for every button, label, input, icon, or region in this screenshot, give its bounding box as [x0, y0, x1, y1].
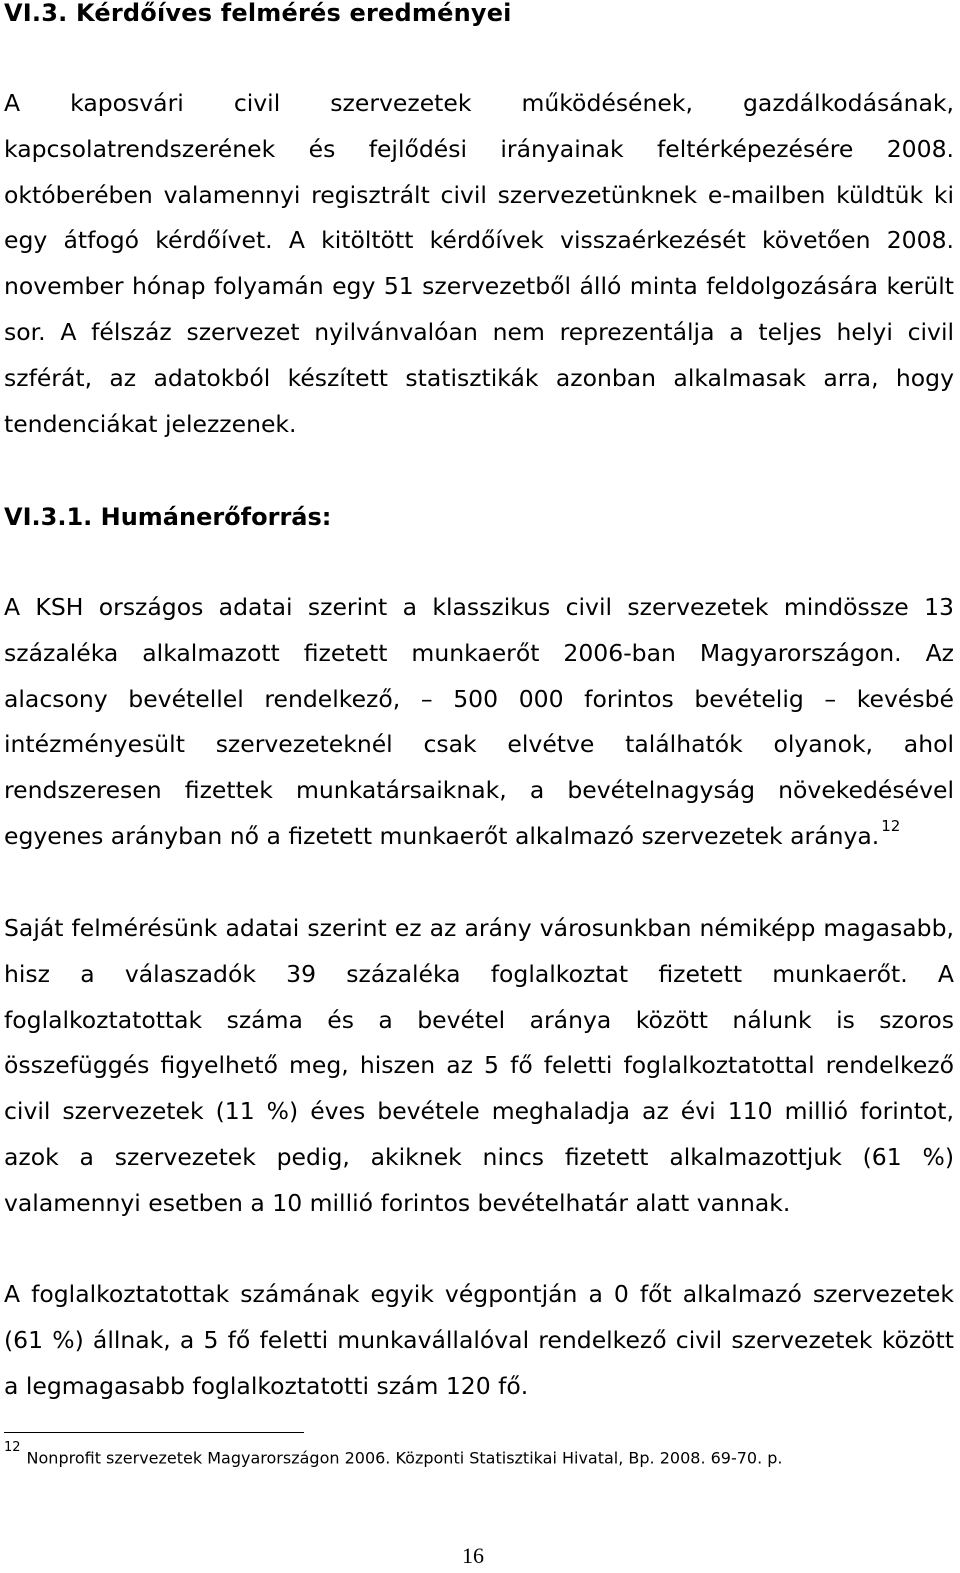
document-page [4, 0, 954, 1468]
footnote-reference[interactable]: 12 [881, 817, 901, 836]
footnote-number: 12 [4, 1440, 21, 1455]
footnote [4, 1440, 954, 1468]
footnote-divider [4, 1432, 304, 1433]
footnote-text: Nonprofit szervezetek Magyarországon 2006. Központi Statisztikai Hivatal, Bp. 2008. 69-70. p. [26, 1448, 783, 1468]
subsection-heading: VI.3.1. Humánerőforrás: [4, 503, 332, 531]
section-heading: VI.3. Kérdőíves felmérés eredményei [4, 0, 512, 27]
human-resources-text: A KSH országos adatai szerint a klasszikus civil szervezetek mindössze 13 százaléka alkalmazott fizetett munkaerőt 2006-ban Magyarországon. Az alacsony bevétellel rendelkező, – 500 000 forintos bevételig – kevésbé intézményesült szervezeteknél csak elvétve találhatók olyanok, ahol rendszeresen fizettek munkatársaiknak, a bevételnagyság növekedésével egyenes arányban nő a fizetett munkaerőt alkalmazó szervezetek aránya. [4, 593, 954, 850]
survey-results-paragraph: Saját felmérésünk adatai szerint ez az arány városunkban némiképp magasabb, hisz a válaszadók 39 százaléka foglalkoztat fizetett munkaerőt. A foglalkoztatottak száma és a bevétel aránya között nálunk is szoros összefüggés figyelhető meg, hiszen az 5 fő feletti foglalkoztatottal rendelkező civil szervezetek (11 %) éves bevétele meghaladja az évi 110 millió forintot, azok a szervezetek pedig, akiknek nincs fizetett alkalmazottjuk (61 %) valamennyi esetben a 10 millió forintos bevételhatár alatt vannak. [4, 914, 954, 1217]
page-number: 16 [462, 1543, 484, 1568]
employee-count-paragraph: A foglalkoztatottak számának egyik végpontján a 0 főt alkalmazó szervezetek (61 %) állnak, a 5 fő feletti munkavállalóval rendelkező civil szervezetek között a legmagasabb foglalkoztatotti szám 120 fő. [4, 1280, 954, 1400]
intro-paragraph: A kaposvári civil szervezetek működésének, gazdálkodásának, kapcsolatrendszerének és fejlődési irányainak feltérképezésére 2008. októberében valamennyi regisztrált civil szervezetünknek e-mailben küldtük ki egy átfogó kérdőívet. A kitöltött kérdőívek visszaérkezését követően 2008. november hónap folyamán egy 51 szervezetből álló minta feldolgozására került sor. A félszáz szervezet nyilvánvalóan nem reprezentálja a teljes helyi civil szférát, az adatokból készített statisztikák azonban alkalmasak arra, hogy tendenciákat jelezzenek. [4, 89, 954, 438]
human-resources-paragraph [4, 585, 954, 860]
